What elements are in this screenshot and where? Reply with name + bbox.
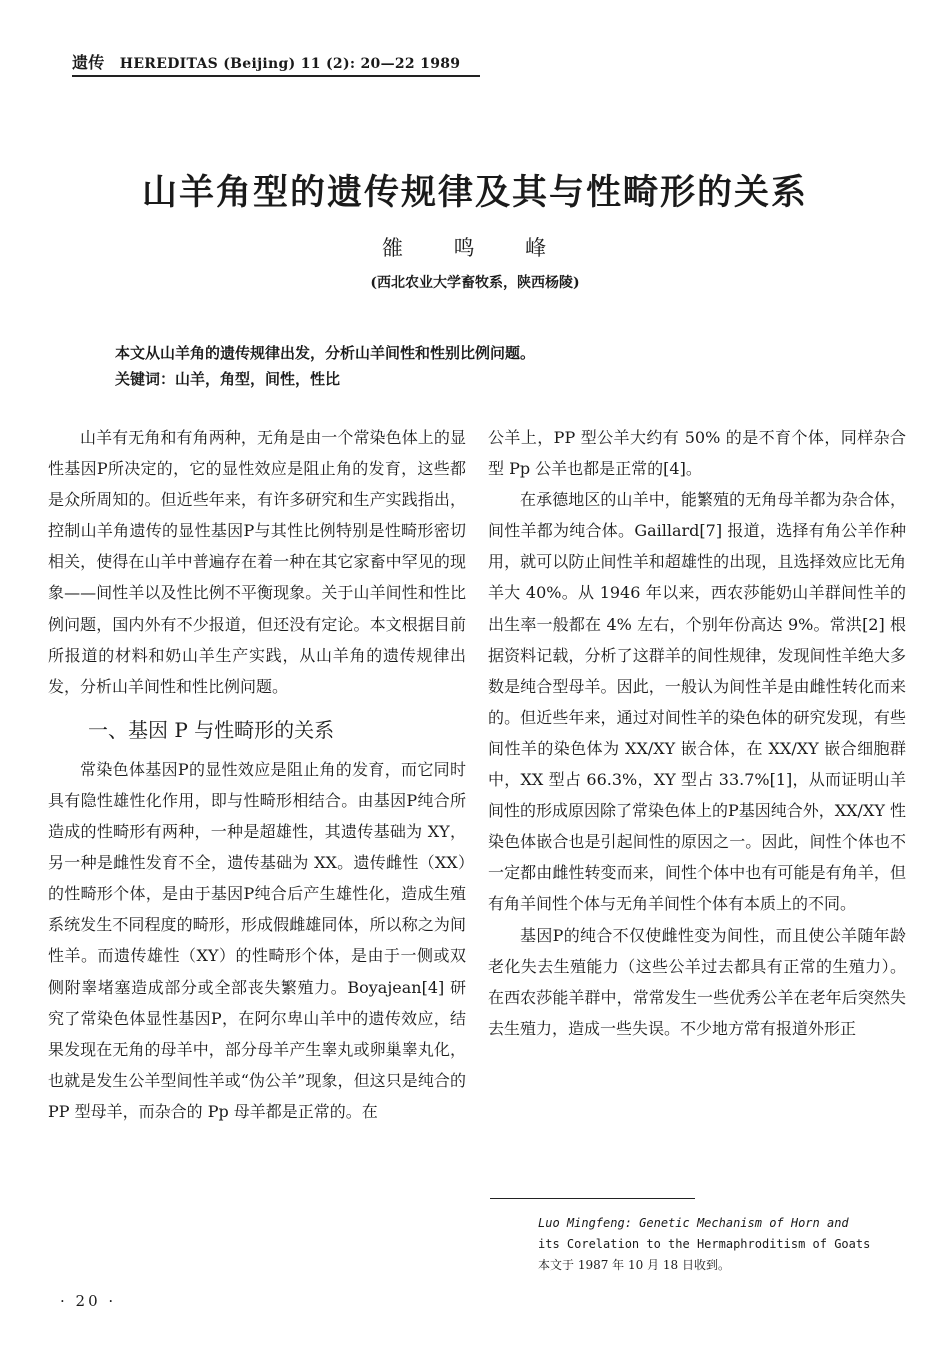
paragraph: 在承德地区的山羊中，能繁殖的无角母羊都为杂合体，间性羊都为纯合体。Gaillard[7] 报道，选择有角公羊作种用，就可以防止间性羊和超雄性的出现，且选择效应比无角羊大 40%。从 1946 年以来，西农莎能奶山羊群间性羊的出生率一般都在 4% 左右，个别年份高达 9%。常洪[2] 根据资料记载，分析了这群羊的间性规律，发现间性羊绝大多数是纯合型母羊。因此，一般认为间性羊是由雌性转化而来的。但近些年来，通过对间性羊的染色体的研究发现，有些间性羊的染色体为 XX/XY 嵌合体，在 XX/XY 嵌合细胞群中，XX 型占 66.3%，XY 型占 33.7%[1]，从而证明山羊间性的形成原因除了常染色体上的P基因纯合外，XX/XY 性染色体嵌合也是引起间性的原因之一。因此，间性个体也不一定都由雌性转变而来，间性个体中也有可能是有角羊，但有角羊间性个体与无角羊间性个体有本质上的不同。 xyxy=(488,490,906,914)
article-title: 山羊角型的遗传规律及其与性畸形的关系 xyxy=(141,172,808,213)
body-column-right xyxy=(488,422,906,1044)
author-affiliation: (西北农业大学畜牧系，陕西杨陵) xyxy=(370,275,580,291)
english-title-line: its Corelation to the Hermaphroditism of Goats xyxy=(538,1237,871,1251)
journal-name: 遗传 xyxy=(72,53,105,72)
running-header xyxy=(72,50,480,77)
journal-citation: HEREDITAS (Beijing) 11 (2): 20—22 1989 xyxy=(119,56,461,72)
page-number: · 20 · xyxy=(60,1292,117,1310)
paragraph: 基因P的纯合不仅使雌性变为间性，而且使公羊随年龄老化失去生殖能力（这些公羊过去都具有正常的生殖力）。在西农莎能羊群中，常常发生一些优秀公羊在老年后突然失去生殖力，造成一些失误。不少地方常有报道外形正 xyxy=(488,925,906,1038)
author-name: 雒 鸣 峰 xyxy=(381,236,569,260)
paragraph: 山羊有无角和有角两种，无角是由一个常染色体上的显性基因P所决定的，它的显性效应是阻止角的发育，这些都是众所周知的。但近些年来，有许多研究和生产实践指出，控制山羊角遗传的显性基因P与其性比例特别是性畸形密切相关，使得在山羊中普遍存在着一种在其它家畜中罕见的现象——间性羊以及性比例不平衡现象。关于山羊间性和性比例问题，国内外有不少报道，但还没有定论。本文根据目前所报道的材料和奶山羊生产实践，从山羊角的遗传规律出发，分析山羊间性和性比例问题。 xyxy=(48,428,466,696)
paragraph: 常染色体基因P的显性效应是阻止角的发育，而它同时具有隐性雄性化作用，即与性畸形相结合。由基因P纯合所造成的性畸形有两种，一种是超雄性，其遗传基础为 XY，另一种是雌性发育不全，遗传基础为 XX。遗传雌性（XX）的性畸形个体，是由于基因P纯合后产生雄性化，造成生殖系统发生不同程度的畸形，形成假雌雄同体，所以称之为间性羊。而遗传雄性（XY）的性畸形个体，是由于一侧或双侧附睾堵塞造成部分或全部丧失繁殖力。Boyajean[4] 研究了常染色体显性基因P，在阿尔卑山羊中的遗传效应，结果发现在无角的母羊中，部分母羊产生睾丸或卵巢睾丸化，也就是发生公羊型间性羊或“伪公羊”现象，但这只是纯合的PP 型母羊，而杂合的 Pp 母羊都是正常的。在 xyxy=(48,759,466,1121)
english-title-line: Luo Mingfeng: Genetic Mechanism of Horn and xyxy=(538,1216,849,1230)
section-heading: 一、基因 P 与性畸形的关系 xyxy=(88,717,335,742)
abstract-block xyxy=(115,340,875,392)
abstract-text: 本文从山羊角的遗传规律出发，分析山羊间性和性别比例问题。 xyxy=(115,344,536,362)
paragraph: 公羊上，PP 型公羊大约有 50% 的是不育个体，同样杂合型 Pp 公羊也都是正常的[4]。 xyxy=(488,428,906,479)
footnote-divider xyxy=(490,1198,695,1199)
body-column-left xyxy=(48,422,466,1127)
keywords: 关键词：山羊，角型，间性，性比 xyxy=(115,370,341,388)
footnote xyxy=(538,1213,910,1276)
received-date: 本文于 1987 年 10 月 18 日收到。 xyxy=(538,1258,730,1272)
